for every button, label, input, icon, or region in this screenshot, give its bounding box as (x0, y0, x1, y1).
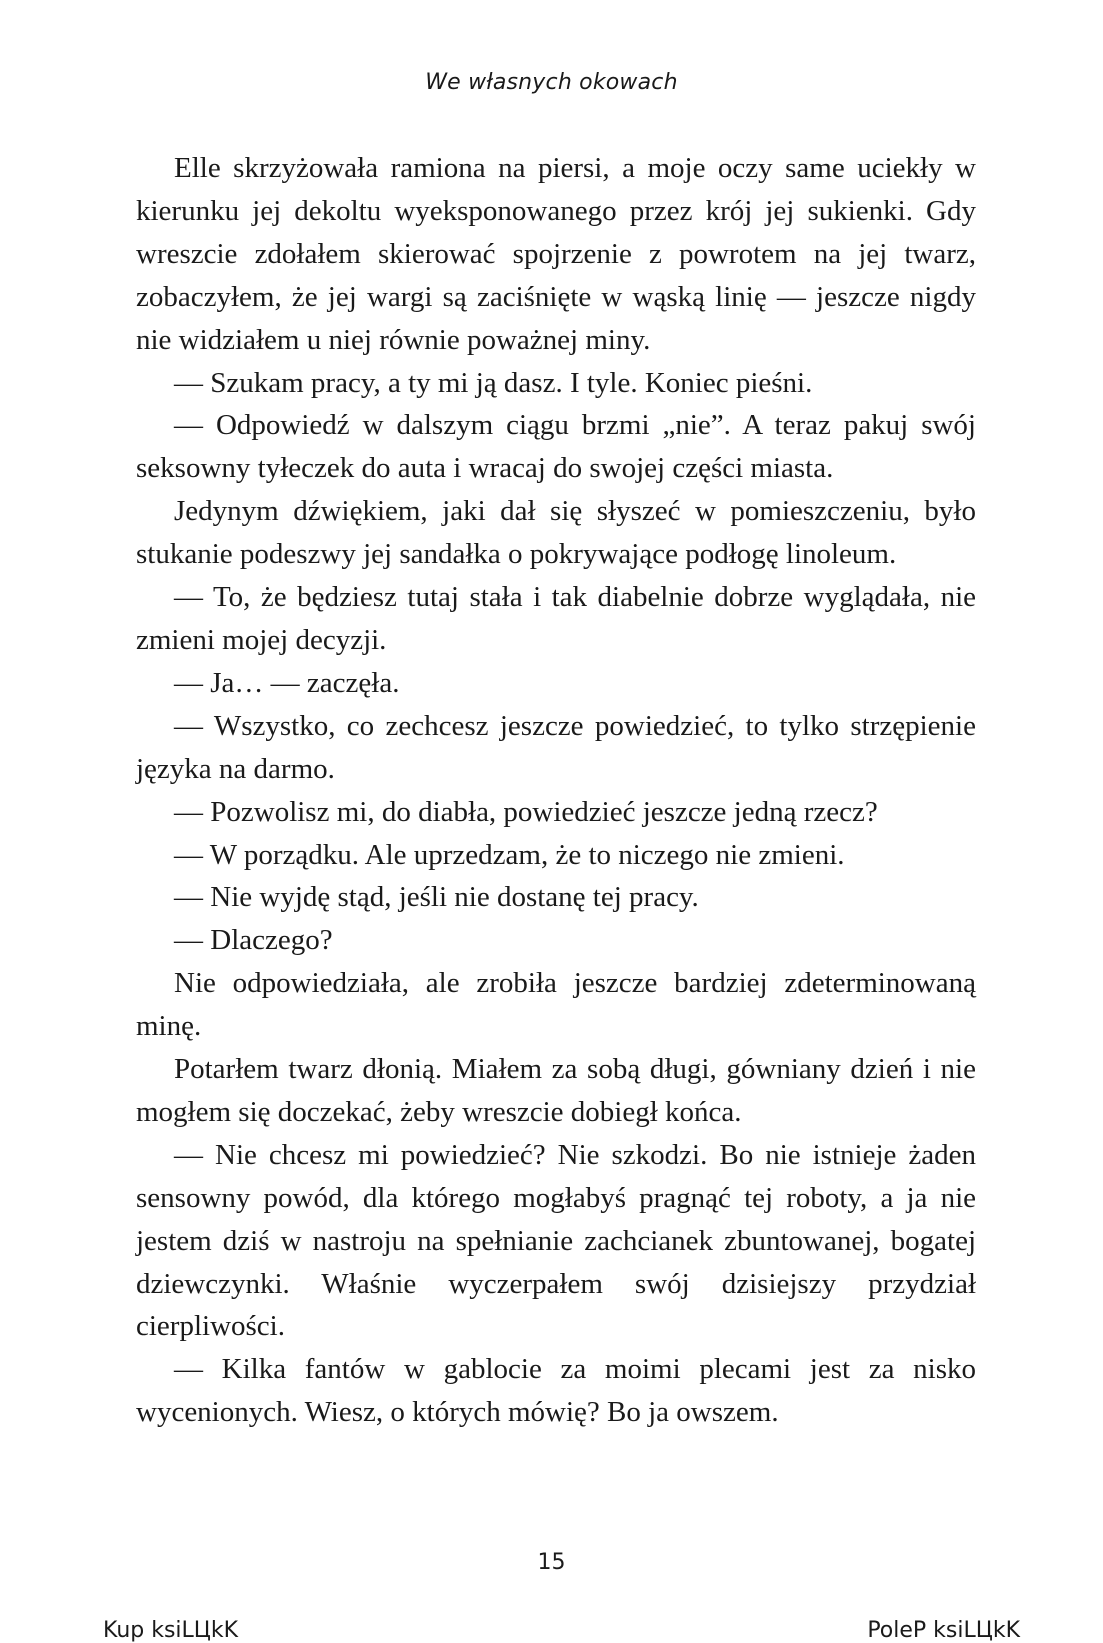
paragraph-6: — Ja… — zaczęła. (174, 666, 400, 699)
paragraph-8: — Pozwolisz mi, do diabła, powiedzieć jeszcze jedną rzecz? (174, 795, 878, 828)
paragraph-12: Nie odpowiedziała, ale zrobiła jeszcze bardziej zdeterminowaną minę. (136, 967, 976, 1043)
paragraph-14: — Nie chcesz mi powiedzieć? Nie szkodzi. Bo nie istnieje żaden sensowny powód, dla którego mogłabyś pragnąć tej roboty, a ja nie jestem dziś w nastroju na spełnianie zachcianek zbuntowanej, bogatej dziewczynki. Właśnie wyczerpałem swój dzisiejszy przydział cierpliwości. (136, 1138, 976, 1343)
paragraph-9: — W porządku. Ale uprzedzam, że to niczego nie zmieni. (174, 838, 845, 871)
running-header: We własnych okowach (425, 70, 678, 95)
paragraph-10: — Nie wyjdę stąd, jeśli nie dostanę tej pracy. (174, 881, 699, 914)
paragraph-4: Jedynym dźwiękiem, jaki dał się słyszeć w pomieszczeniu, było stukanie podeszwy jej sandałka o pokrywające podłogę linoleum. (136, 495, 976, 571)
recommend-book-link[interactable]: PoleP ksiLЦkK (867, 1618, 1020, 1643)
paragraph-3: — Odpowiedź w dalszym ciągu brzmi „nie”. A teraz pakuj swój seksowny tyłeczek do auta i wracaj do swojej części miasta. (136, 409, 976, 485)
page-number: 15 (537, 1550, 566, 1575)
body-text (136, 147, 976, 1434)
paragraph-15: — Kilka fantów w gablocie za moimi plecami jest za nisko wycenionych. Wiesz, o których mówię? Bo ja owszem. (136, 1353, 976, 1429)
paragraph-11: — Dlaczego? (174, 924, 333, 957)
paragraph-13: Potarłem twarz dłonią. Miałem za sobą długi, gówniany dzień i nie mogłem się doczekać, żeby wreszcie dobiegł końca. (136, 1053, 976, 1128)
paragraph-5: — To, że będziesz tutaj stała i tak diabelnie dobrze wyglądała, nie zmieni mojej decyzji. (136, 581, 976, 656)
paragraph-1: Elle skrzyżowała ramiona na piersi, a moje oczy same uciekły w kierunku jej dekoltu wyeksponowanego przez krój jej sukienki. Gdy wreszcie zdołałem skierować spojrzenie z powrotem na jej twarz, zobaczyłem, że jej wargi są zaciśnięte w wąską linię — jeszcze nigdy nie widziałem u niej równie poważnej miny. (136, 152, 976, 356)
buy-book-link[interactable]: Kup ksiLЦkK (103, 1618, 239, 1643)
paragraph-7: — Wszystko, co zechcesz jeszcze powiedzieć, to tylko strzępienie języka na darmo. (136, 709, 976, 785)
paragraph-2: — Szukam pracy, a ty mi ją dasz. I tyle. Koniec pieśni. (174, 366, 813, 399)
